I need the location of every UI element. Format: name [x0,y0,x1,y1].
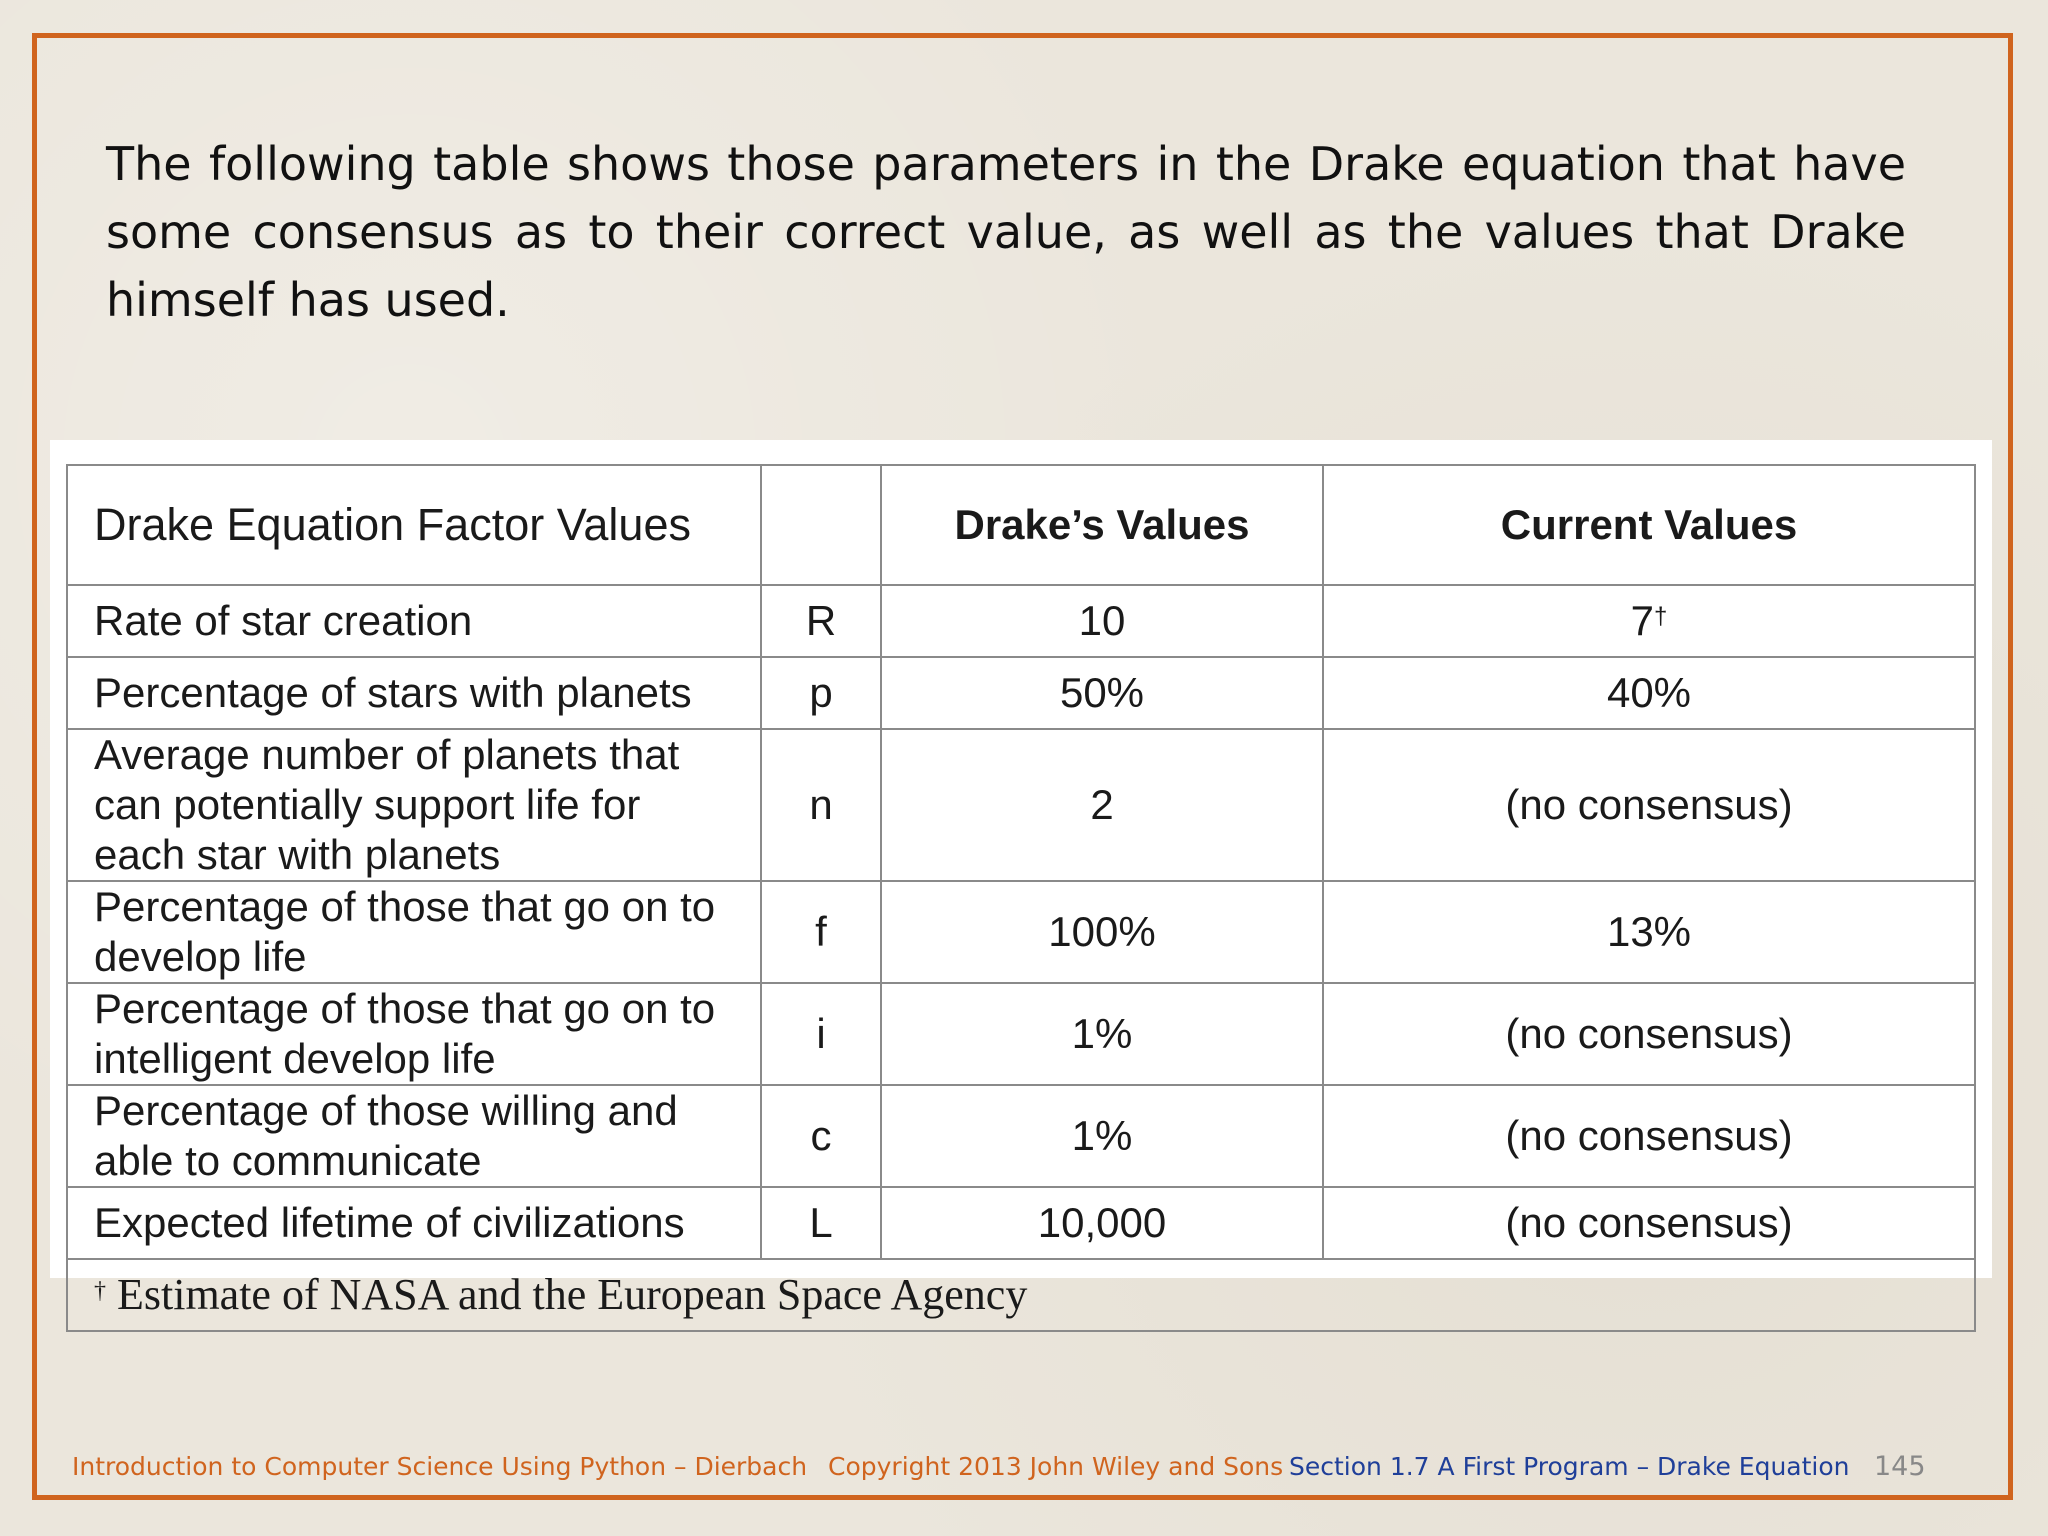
current-value-cell: (no consensus) [1323,983,1975,1085]
drake-value-cell: 2 [881,729,1323,881]
drake-value-cell: 1% [881,1085,1323,1187]
drake-factor-table [66,464,1976,1332]
factor-cell: Expected lifetime of civilizations [67,1187,761,1259]
dagger-mark: † [1654,603,1668,630]
footnote-text: Estimate of NASA and the European Space Agency [117,1270,1028,1319]
header-symbol [761,465,881,585]
drake-value-cell: 100% [881,881,1323,983]
symbol-cell: c [761,1085,881,1187]
current-value-cell [1323,585,1975,657]
current-value-cell: (no consensus) [1323,1187,1975,1259]
symbol-cell: i [761,983,881,1085]
factor-cell: Percentage of those that go on to intelligent develop life [67,983,761,1085]
symbol-cell: L [761,1187,881,1259]
symbol-cell: R [761,585,881,657]
footer-copyright: Copyright 2013 John Wiley and Sons [828,1452,1284,1481]
drake-value-cell: 1% [881,983,1323,1085]
footnote-dagger: † [94,1278,106,1304]
symbol-cell: p [761,657,881,729]
drake-value-cell: 10 [881,585,1323,657]
current-value-cell: 13% [1323,881,1975,983]
table-row [67,881,1975,983]
header-drake-values: Drake’s Values [881,465,1323,585]
table-row [67,983,1975,1085]
current-value-cell: (no consensus) [1323,729,1975,881]
page-number: 145 [1874,1451,1926,1482]
table-header-row [67,465,1975,585]
factor-cell: Rate of star creation [67,585,761,657]
table-row [67,585,1975,657]
factor-cell: Percentage of those that go on to develop life [67,881,761,983]
footnote-row [67,1259,1975,1331]
current-value-text: 7 [1630,597,1654,644]
footer-section: Section 1.7 A First Program – Drake Equation [1289,1452,1850,1481]
table-row [67,729,1975,881]
header-current-values: Current Values [1323,465,1975,585]
current-value-cell: 40% [1323,657,1975,729]
table-row [67,1187,1975,1259]
symbol-cell: n [761,729,881,881]
table-panel [50,440,1992,1319]
symbol-cell: f [761,881,881,983]
factor-cell: Percentage of those willing and able to communicate [67,1085,761,1187]
current-value-cell: (no consensus) [1323,1085,1975,1187]
header-factor: Drake Equation Factor Values [67,465,761,585]
table-row [67,657,1975,729]
table-row [67,1085,1975,1187]
footer-book-title: Introduction to Computer Science Using Python – Dierbach [72,1452,808,1481]
factor-cell: Average number of planets that can potentially support life for each star with planets [67,729,761,881]
footnote-cell [67,1259,1975,1331]
intro-paragraph: The following table shows those parameters in the Drake equation that have some consensus as to their correct value, as well as the values that Drake himself has used. [106,137,1906,327]
factor-cell: Percentage of stars with planets [67,657,761,729]
drake-value-cell: 50% [881,657,1323,729]
slide-footer [72,1450,1972,1490]
drake-value-cell: 10,000 [881,1187,1323,1259]
